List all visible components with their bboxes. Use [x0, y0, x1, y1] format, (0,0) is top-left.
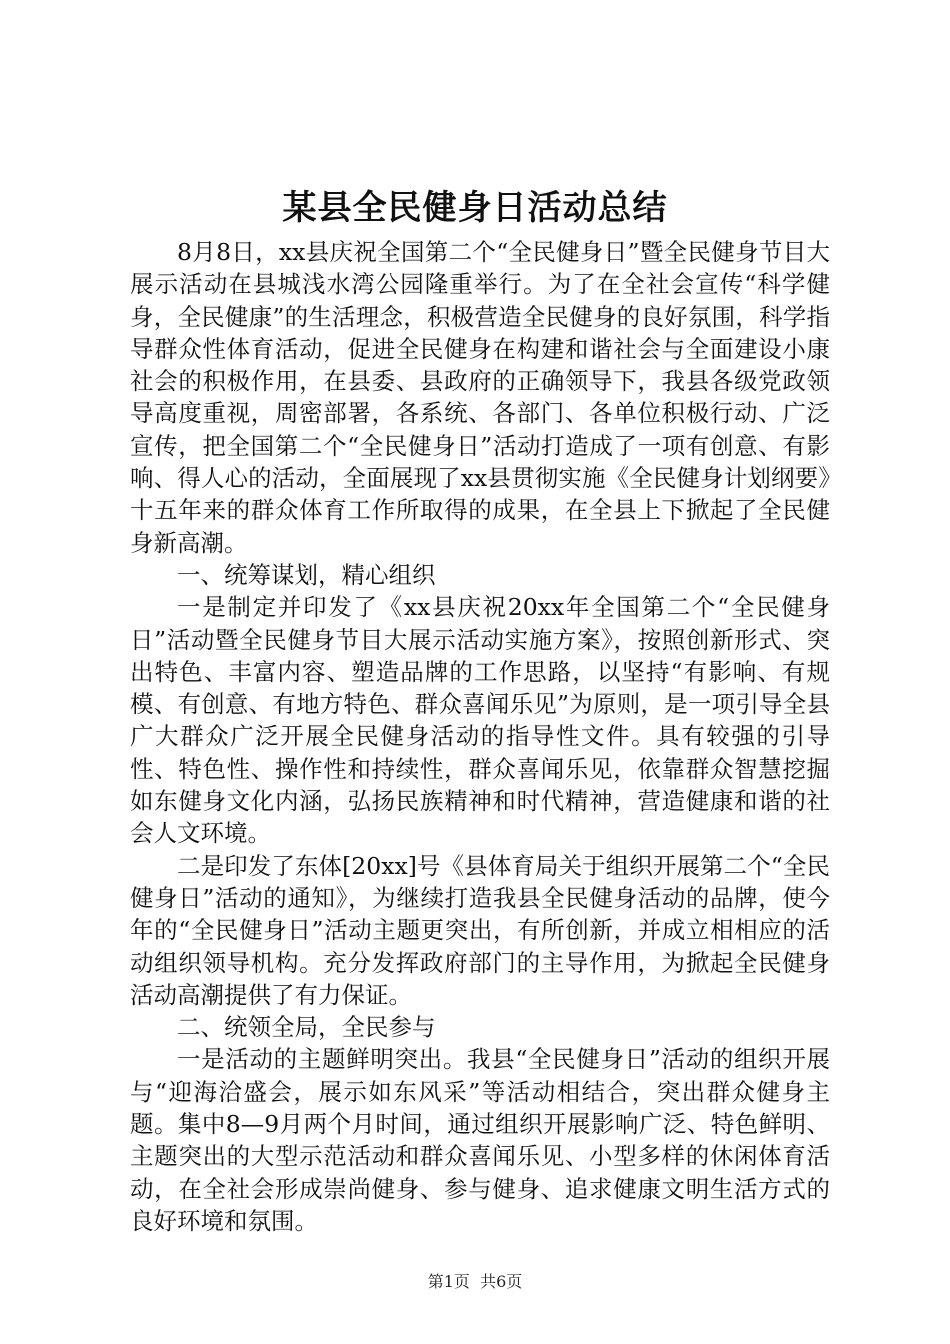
section-heading-1: 一、统筹谋划，精心组织 — [177, 560, 436, 589]
section-heading-2: 二、统领全局，全民参与 — [177, 1013, 436, 1042]
page-number: 第1页 — [427, 1272, 470, 1291]
paragraph-1-1: 一是制定并印发了《xx县庆祝20xx年全国第二个“全民健身日”活动暨全民健身节目大展示活动实施方案》，按照创新形式、突出特色、丰富内容、塑造品牌的工作思路，以坚持“有影响、有规模、有创意、有地方特色、群众喜闻乐见”为原则，是一项引导全县广大群众广泛开展全民健身活动的指导性文件。具有较强的引导性、特色性、操作性和持续性，群众喜闻乐见，依靠群众智慧挖掘如东健身文化内涵，弘扬民族精神和时代精神，营造健康和谐的社会人文环境。 — [130, 593, 830, 848]
paragraph-2-1: 一是活动的主题鲜明突出。我县“全民健身日”活动的组织开展与“迎海洽盛会，展示如东风采”等活动相结合，突出群众健身主题。集中8—9月两个月时间，通过组织开展影响广泛、特色鲜明、主题突出的大型示范活动和群众喜闻乐见、小型多样的休闲体育活动，在全社会形成崇尚健身、参与健身、追求健康文明生活方式的良好环境和氛围。 — [130, 1045, 830, 1235]
page-total: 共6页 — [480, 1272, 523, 1291]
paragraph-intro: 8月8日，xx县庆祝全国第二个“全民健身日”暨全民健身节目大展示活动在县城浅水湾公园隆重举行。为了在全社会宣传“科学健身，全民健康”的生活理念，积极营造全民健身的良好氛围，科学指导群众性体育活动，促进全民健身在构建和谐社会与全面建设小康社会的积极作用，在县委、县政府的正确领导下，我县各级党政领导高度重视，周密部署，各系统、各部门、各单位积极行动、广泛宣传，把全国第二个“全民健身日”活动打造成了一项有创意、有影响、得人心的活动，全面展现了xx县贯彻实施《全民健身计划纲要》十五年来的群众体育工作所取得的成果，在全县上下掀起了全民健身新高潮。 — [130, 238, 830, 557]
document-body — [130, 236, 830, 1237]
page-footer — [0, 1270, 950, 1294]
paragraph-1-2: 二是印发了东体[20xx]号《县体育局关于组织开展第二个“全民健身日”活动的通知》，为继续打造我县全民健身活动的品牌，使今年的“全民健身日”活动主题更突出，有所创新，并成立相相应的活动组织领导机构。充分发挥政府部门的主导作用，为掀起全民健身活动高潮提供了有力保证。 — [130, 851, 830, 1009]
document-title: 某县全民健身日活动总结 — [282, 188, 668, 228]
